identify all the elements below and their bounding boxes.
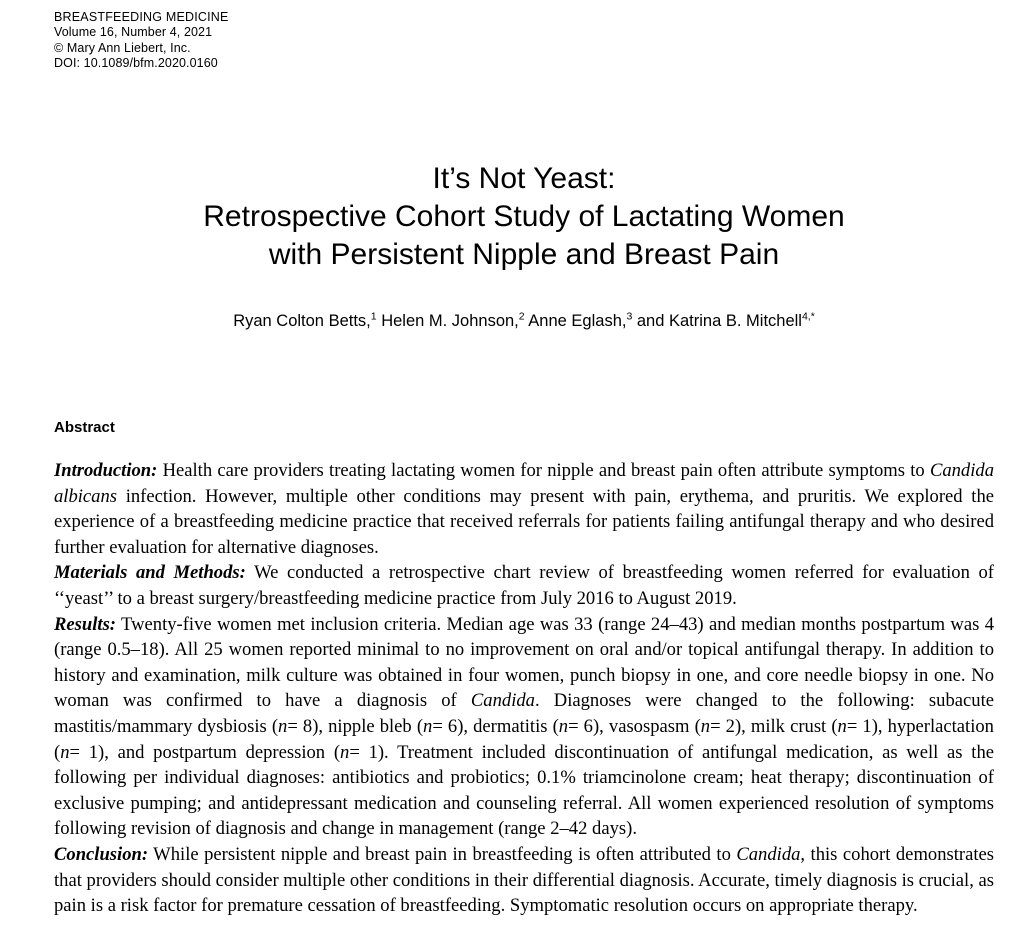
conclusion-text-1: While persistent nipple and breast pain in breastfeeding is often attributed to [148,843,737,865]
results-text-6: = 2), milk crust ( [710,715,838,737]
journal-name: BREASTFEEDING MEDICINE [54,10,229,24]
journal-header [54,10,229,71]
abstract-section-conclusion [54,842,994,919]
abstract-section-results [54,612,994,842]
abstract-label-results: Results: [54,613,116,635]
abstract-body [54,458,994,919]
intro-italic-1: Candida albicans [54,460,994,507]
intro-text-1: Health care providers treating lactating women for nipple and breast pain often attribute symptoms to [157,460,930,481]
author-1-affiliation-marker: 1 [370,310,377,323]
abstract-label-conclusion: Conclusion: [54,843,149,865]
results-italic-3: n [423,715,433,737]
methods-text-1: We conducted a retrospective chart review of breastfeeding women referred for evaluation of ‘‘yeast’’ to a breast surgery/breastfeeding medicine practice from July 2016 to August 2019. [54,562,994,609]
results-text-2: . Diagnoses were changed to the following: subacute mastitis/mammary dysbiosis ( [54,690,994,737]
abstract-label-introduction: Introduction: [54,460,158,481]
title-line-2: Retrospective Cohort Study of Lactating Women [203,200,845,234]
results-text-5: = 6), vasospasm ( [568,715,701,737]
title-line-3: with Persistent Nipple and Breast Pain [268,238,780,272]
results-text-1: Twenty-five women met inclusion criteria. Median age was 33 (range 24–43) and median months postpartum was 4 (range 0.5–18). All 25 women reported minimal to no improvement on oral and/or topical antifungal therapy. In addition to history and examination, milk culture was obtained in four women, punch biopsy in one, and core needle biopsy in one. No woman was confirmed to have a diagnosis of [54,613,994,712]
author-3-name: Anne Eglash, [524,312,627,330]
results-italic-2: n [278,715,288,737]
results-italic-4: n [558,715,569,737]
author-2-affiliation-marker: 2 [518,310,525,323]
author-list [54,310,994,332]
results-text-9: = 1). Treatment included discontinuation of antifungal medication, as well as the following per individual diagnoses: antibiotics and probiotics; 0.1% triamcinolone cream; heat therapy; discontinuation of exclusive pumping; and antidepressant medication and counseling referral. All women experienced resolution of symptoms following revision of diagnosis and change in management (range 2–42 days). [54,741,994,840]
results-italic-7: n [60,741,70,763]
results-italic-8: n [340,741,350,763]
results-text-8: = 1), and postpartum depression ( [69,741,341,763]
results-italic-5: n [700,715,711,737]
abstract-label-materials-and-methods: Materials and Methods: [54,562,246,584]
conclusion-text-2: , this cohort demonstrates that providers should consider multiple other conditions in their differential diagnosis. Accurate, timely diagnosis is crucial, as pain is a risk factor for premature cessation of breastfeeding. Symptomatic resolution occurs on appropriate therapy. [54,843,994,917]
conclusion-italic-1: Candida [736,843,801,865]
author-3-affiliation-marker: 3 [626,310,633,323]
author-1-name: Ryan Colton Betts, [233,312,371,330]
abstract-section-introduction [54,458,994,560]
author-4-name: and Katrina B. Mitchell [632,312,802,330]
author-4-affiliation-marker: 4,* [801,310,815,323]
abstract-section-materials-and-methods [54,560,994,611]
results-text-7: = 1), hyperlactation ( [54,715,994,763]
results-text-4: = 6), dermatitis ( [432,715,559,737]
results-text-3: = 8), nipple bleb ( [287,715,424,737]
author-2-name: Helen M. Johnson, [376,312,519,330]
journal-doi: DOI: 10.1089/bfm.2020.0160 [54,55,218,70]
intro-text-2: infection. However, multiple other conditions may present with pain, erythema, and pruritis. We explored the experience of a breastfeeding medicine practice that received referrals for patients failing antifungal therapy and who desired further evaluation for alternative diagnoses. [54,485,994,558]
page-title [54,160,994,274]
title-line-1: It’s Not Yeast: [432,162,616,196]
results-italic-6: n [837,715,847,737]
journal-volume-issue: Volume 16, Number 4, 2021 [54,25,213,40]
results-italic-1: Candida [470,690,535,712]
journal-publisher: © Mary Ann Liebert, Inc. [54,40,191,55]
abstract-heading: Abstract [54,419,115,436]
